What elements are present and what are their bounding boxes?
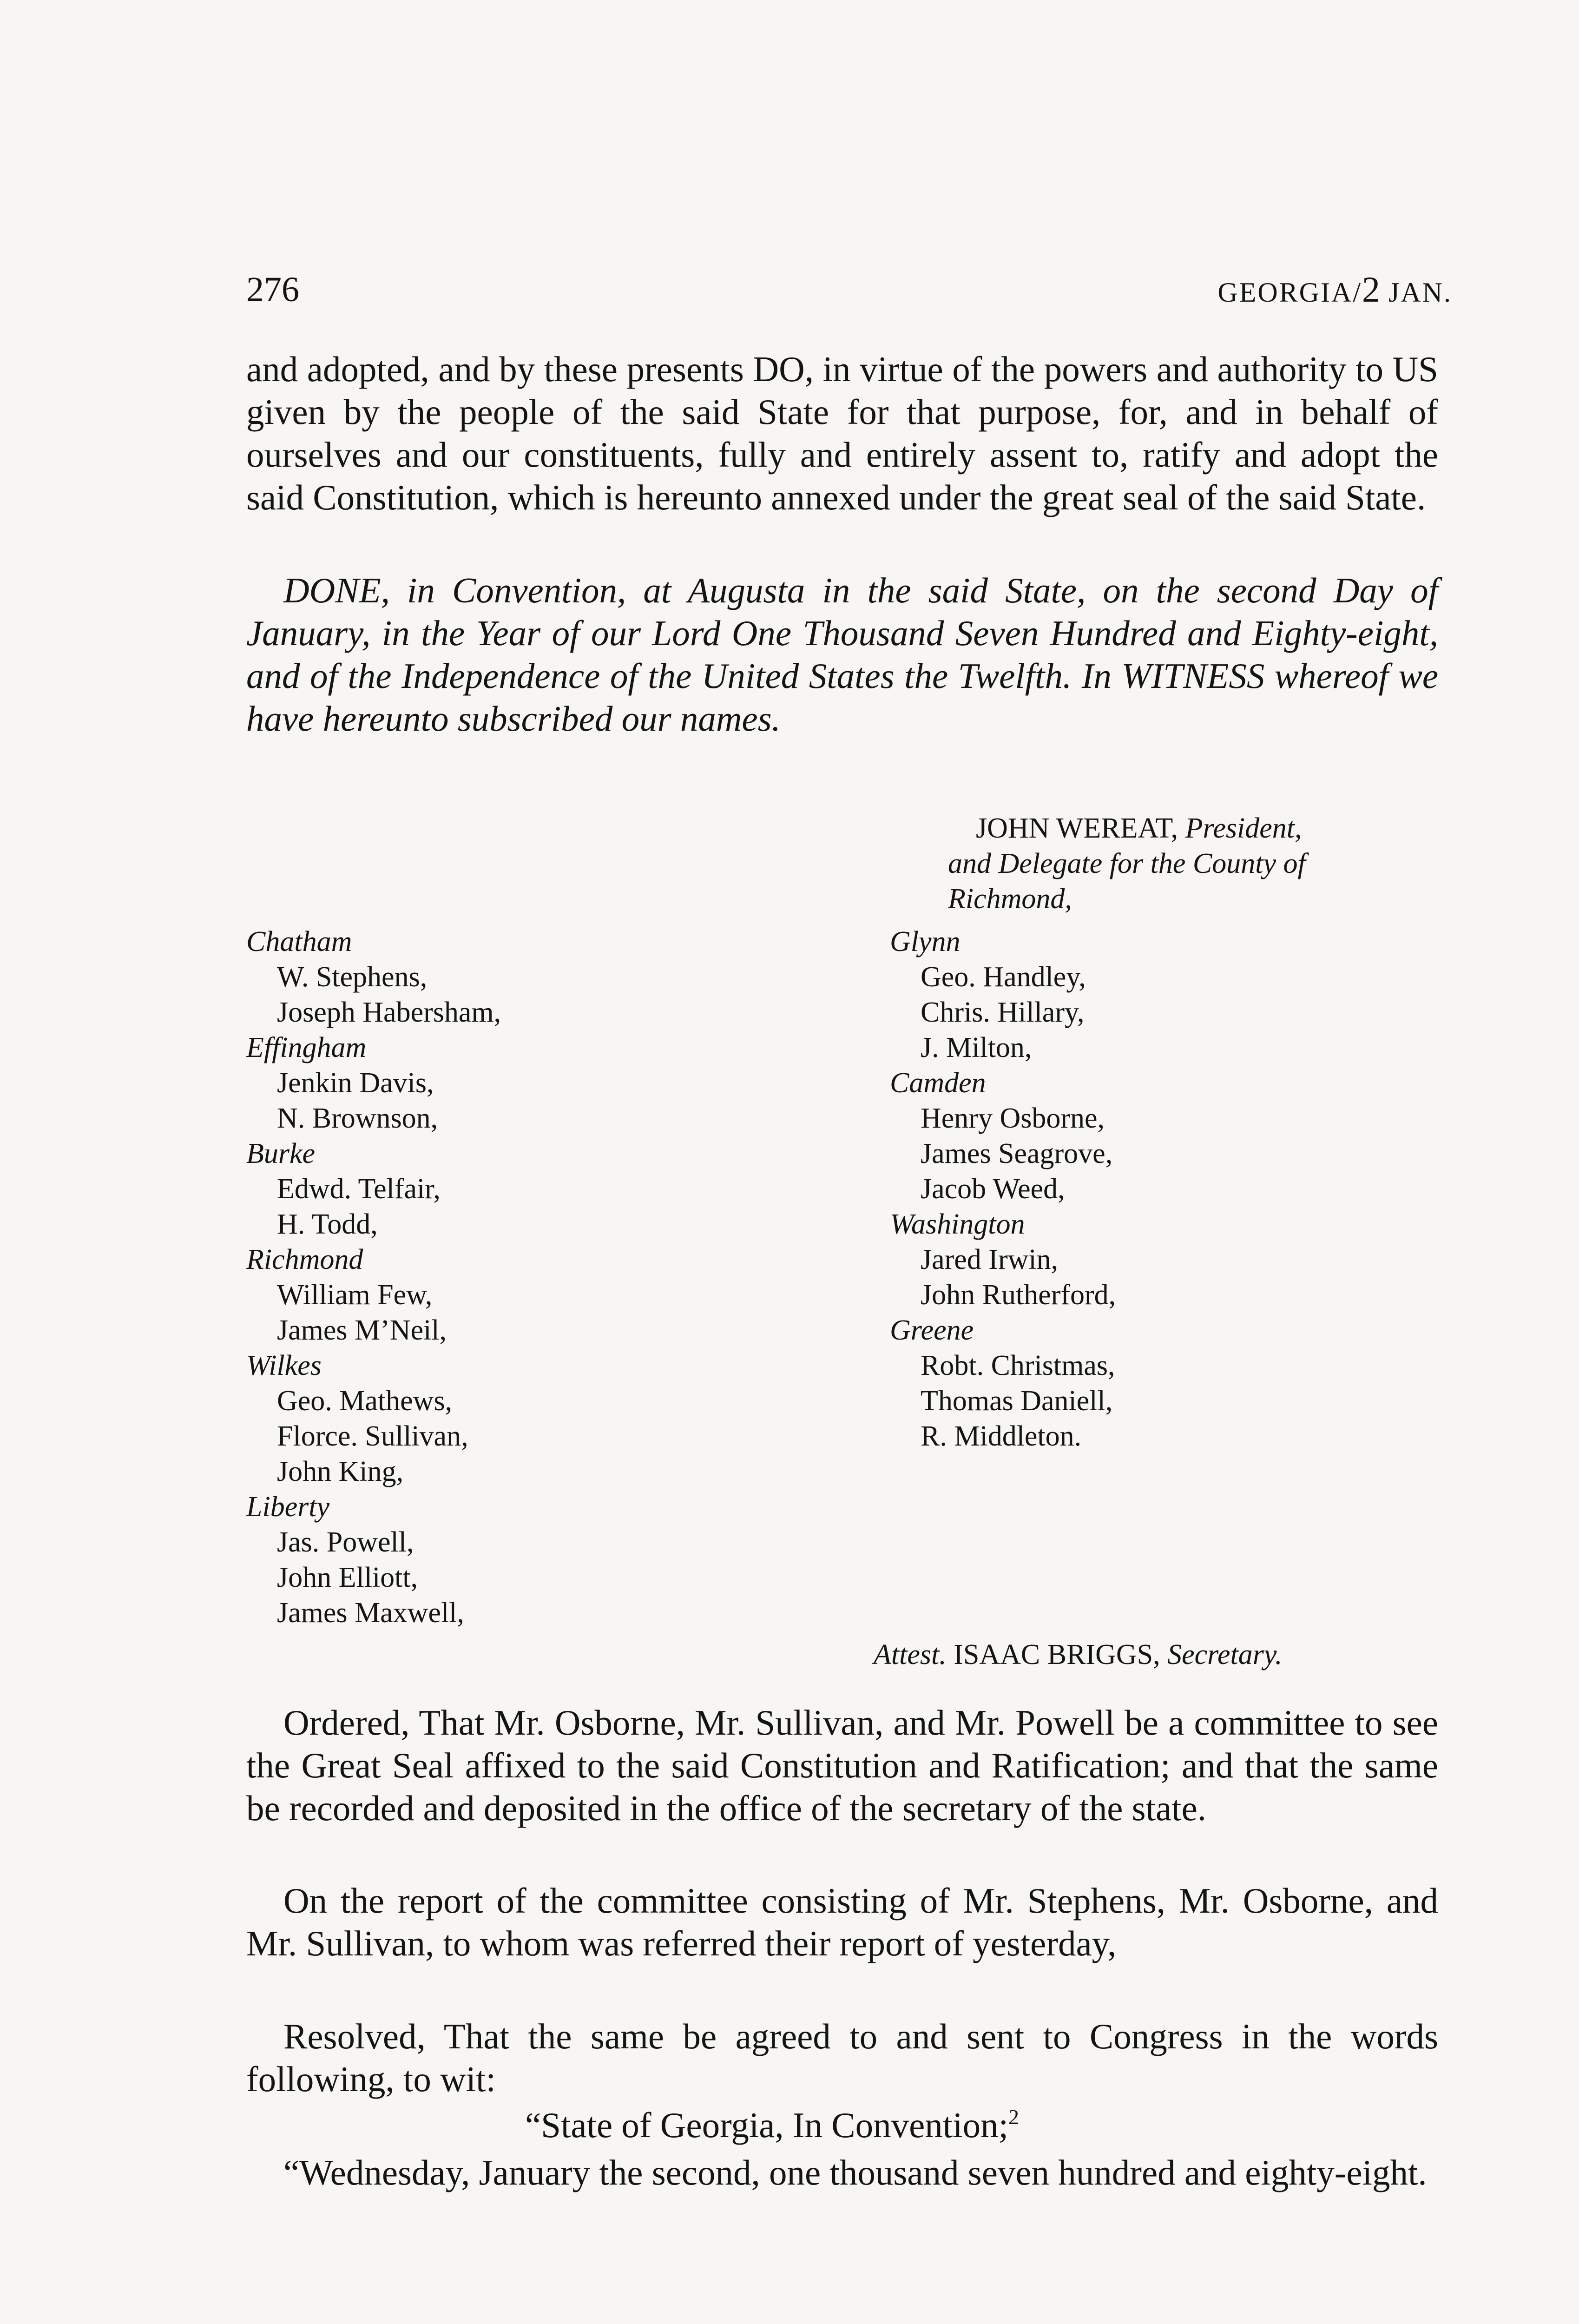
signer-name: R. Middleton. xyxy=(921,1420,1082,1452)
resolved-paragraph xyxy=(246,2015,1438,2100)
signatures-right-column xyxy=(890,924,1308,1454)
running-head-month: JAN. xyxy=(1380,277,1452,308)
county-name: Liberty xyxy=(246,1491,330,1523)
signer-name: John Elliott, xyxy=(277,1562,418,1593)
committee-report-text: On the report of the committee consisting of Mr. Stephens, Mr. Osborne, and Mr. Sullivan, to whom was referred their report of yesterday, xyxy=(246,1881,1438,1963)
ordered-text: Ordered, That Mr. Osborne, Mr. Sullivan, and Mr. Powell be a committee to see the Great Seal affixed to the said Constitution and Ratification; and that the same be recorded and deposited in the office of the secretary of the state. xyxy=(246,1703,1438,1828)
convention-heading-text: “State of Georgia, In Convention; xyxy=(525,2105,1008,2145)
signer-name: Florce. Sullivan, xyxy=(277,1420,468,1452)
signer-name: Jas. Powell, xyxy=(277,1526,414,1558)
county-name: Wilkes xyxy=(246,1350,322,1381)
signer-name: John Rutherford, xyxy=(921,1279,1116,1311)
county-name: Richmond xyxy=(246,1244,363,1275)
signer-name: Jenkin Davis, xyxy=(277,1067,434,1099)
signer-name: Edwd. Telfair, xyxy=(277,1173,441,1205)
county-name: Effingham xyxy=(246,1032,367,1063)
president-line xyxy=(948,811,1450,846)
signer-name: James Maxwell, xyxy=(277,1597,464,1629)
running-head-state: GEORGIA/ xyxy=(1217,277,1362,308)
signer-name: William Few, xyxy=(277,1279,433,1311)
president-delegate-line: and Delegate for the County of xyxy=(948,848,1306,879)
signer-name: Jacob Weed, xyxy=(921,1173,1065,1205)
county-name: Greene xyxy=(890,1314,974,1346)
date-paragraph xyxy=(246,2151,1438,2194)
county-name: Camden xyxy=(890,1067,986,1099)
attest-label: Attest. xyxy=(874,1639,947,1670)
signer-name: Henry Osborne, xyxy=(921,1103,1105,1134)
resolved-text: Resolved, That the same be agreed to and sent to Congress in the words following, to wit: xyxy=(246,2016,1438,2099)
president-name: JOHN WEREAT, xyxy=(976,812,1178,844)
signer-name: John King, xyxy=(277,1456,404,1487)
footnote-marker: 2 xyxy=(1008,2105,1019,2129)
signer-name: Jared Irwin, xyxy=(921,1244,1059,1275)
county-name: Washington xyxy=(890,1208,1025,1240)
running-head-day: 2 xyxy=(1362,269,1380,310)
signer-name: H. Todd, xyxy=(277,1208,378,1240)
page-number: 276 xyxy=(246,270,299,309)
ratification-paragraph: and adopted, and by these presents DO, in virtue of the powers and authority to US given by the people of the said State for that purpose, for, and in behalf of ourselves and our constituents, fully and entirely assent to, ratify and adopt the said Constitution, which is hereunto annexed under the great seal of the said State. xyxy=(246,349,1438,517)
signer-name: Geo. Mathews, xyxy=(277,1385,453,1417)
county-name: Chatham xyxy=(246,926,352,957)
county-name: Glynn xyxy=(890,926,961,957)
signer-name: James Seagrove, xyxy=(921,1138,1113,1169)
president-county-line: Richmond, xyxy=(948,883,1072,915)
attest-name: ISAAC BRIGGS, xyxy=(954,1639,1160,1670)
date-text: “Wednesday, January the second, one thousand seven hundred and eighty-eight. xyxy=(283,2152,1427,2192)
signer-name: Robt. Christmas, xyxy=(921,1350,1115,1381)
signer-name: Thomas Daniell, xyxy=(921,1385,1113,1417)
attest-line xyxy=(874,1637,1282,1672)
president-title: President, xyxy=(1185,812,1302,844)
signer-name: Joseph Habersham, xyxy=(277,997,501,1028)
signer-name: J. Milton, xyxy=(921,1032,1032,1063)
signatures-left-column xyxy=(246,924,664,1631)
signer-name: Geo. Handley, xyxy=(921,961,1086,993)
signer-name: N. Brownson, xyxy=(277,1103,438,1134)
convention-heading xyxy=(525,2104,1019,2146)
signer-name: W. Stephens, xyxy=(277,961,428,993)
attest-title: Secretary. xyxy=(1167,1639,1283,1670)
signer-name: Chris. Hillary, xyxy=(921,997,1085,1028)
ordered-paragraph xyxy=(246,1701,1438,1829)
committee-report-paragraph xyxy=(246,1879,1438,1965)
done-in-convention-paragraph: DONE, in Convention, at Augusta in the said State, on the second Day of January, in the Year of our Lord One Thousand Seven Hundred and Eighty-eight, and of the Independence of the United States the Twelfth. In WITNESS whereof we have hereunto subscribed our names. xyxy=(246,570,1438,739)
running-head xyxy=(1217,264,1452,318)
signer-name: James M’Neil, xyxy=(277,1314,447,1346)
president-signature xyxy=(948,811,1450,917)
county-name: Burke xyxy=(246,1138,316,1169)
page-header xyxy=(246,264,1452,315)
